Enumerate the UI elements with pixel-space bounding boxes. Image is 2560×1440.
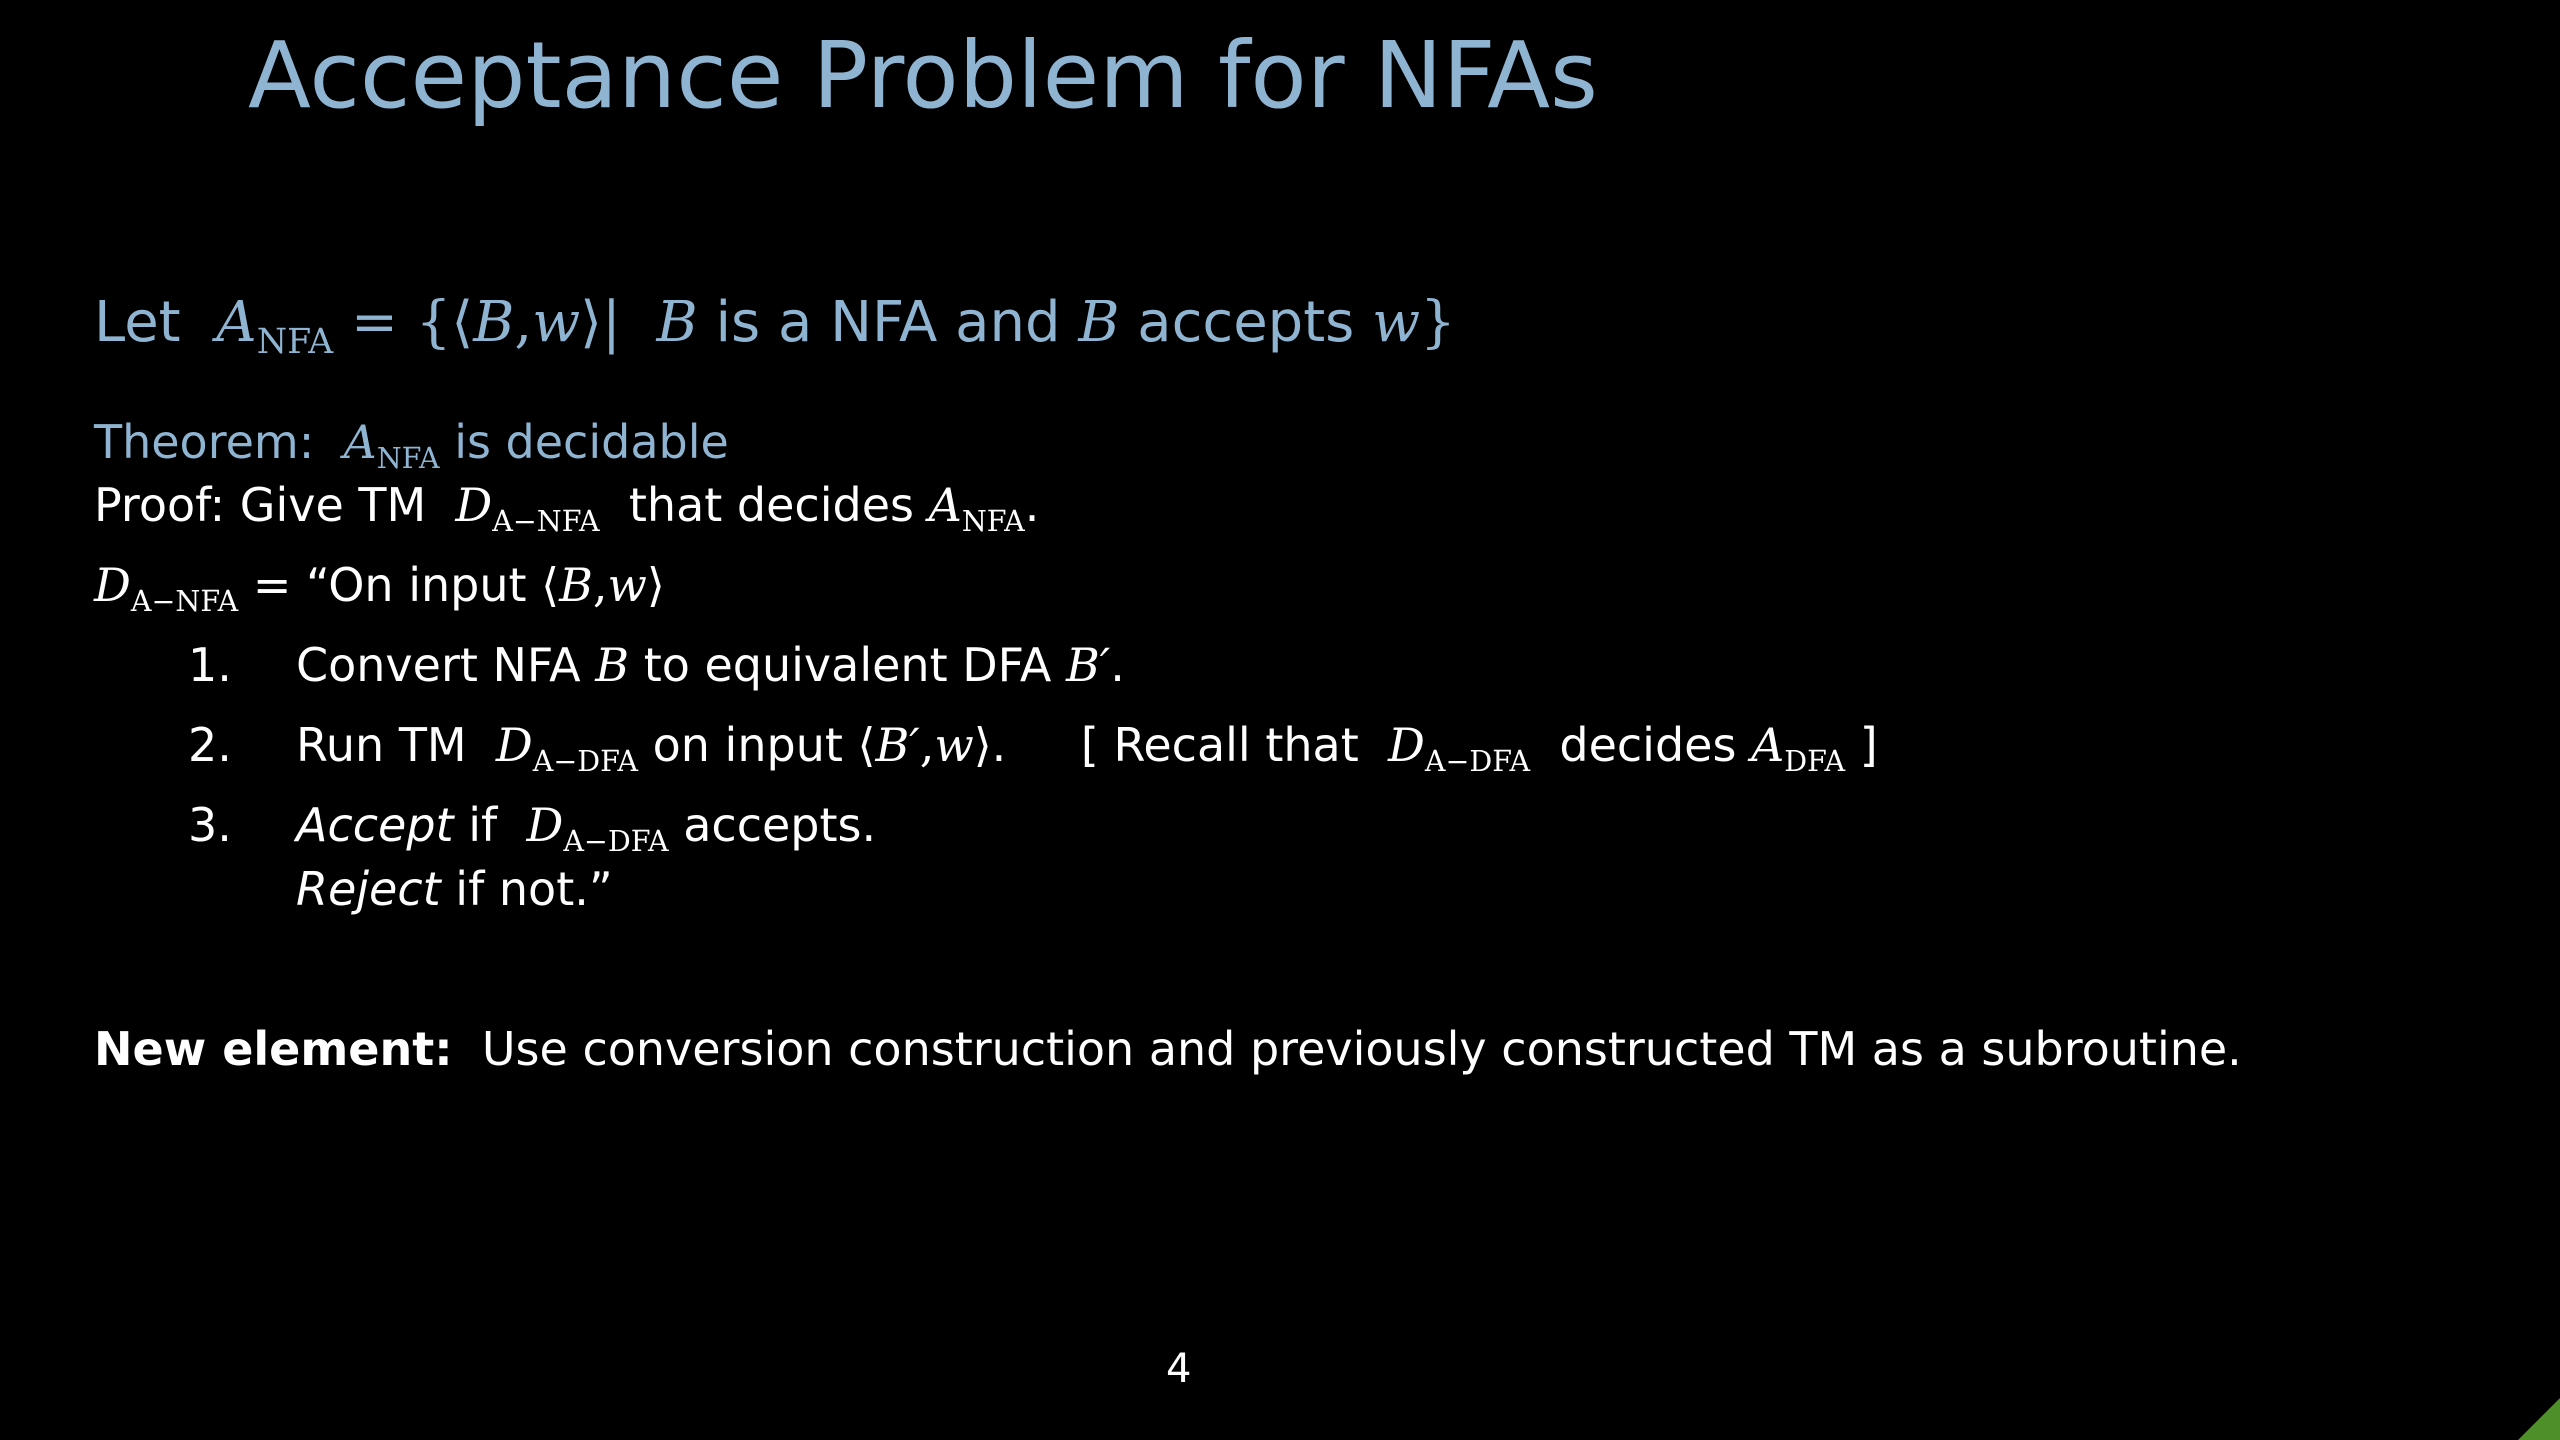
a-nfa-symbol: $A_{NFA}$ <box>928 478 1025 538</box>
slide-title: Acceptance Problem for NFAs <box>248 22 1598 129</box>
let-word: Let <box>94 290 181 355</box>
step-number: 2. <box>188 718 232 772</box>
theorem-label: Theorem: <box>94 415 315 469</box>
step-number: 1. <box>188 638 232 692</box>
proof-label: Proof: Give TM <box>94 478 427 532</box>
d-a-nfa-symbol: $D_{A-NFA}$ <box>94 558 239 618</box>
machine-definition-line: $D_{A-NFA}$ = “On input ⟨B,w⟩ <box>94 558 665 618</box>
page-number: 4 <box>1166 1346 1192 1392</box>
theorem-line: Theorem: $A_{NFA}$ is decidable <box>94 415 729 475</box>
set-open: = {⟨ <box>351 290 474 355</box>
a-dfa-symbol: $A_{DFA}$ <box>1751 718 1846 778</box>
let-definition: Let $A_{NFA}$ = {⟨B,w⟩| B is a NFA and B accepts w} <box>94 290 1456 363</box>
new-element-note: New element: Use conversion construction and previously constructed TM as a subroutine. <box>94 1022 2242 1076</box>
d-a-nfa-symbol: $D_{A-NFA}$ <box>455 478 600 538</box>
recall-note: [ Recall that $D_{A-DFA}$ decides $A_{DFA}$ ] <box>1080 718 1878 778</box>
d-a-dfa-symbol: $D_{A-DFA}$ <box>495 718 639 778</box>
d-a-dfa-symbol: $D_{A-DFA}$ <box>526 798 669 858</box>
a-nfa-symbol: $A_{NFA}$ <box>343 415 440 475</box>
step-1-text: Convert NFA B to equivalent DFA B′. <box>296 638 1125 692</box>
step-3-text: Accept if $D_{A-DFA}$ accepts. <box>296 798 877 858</box>
step-2-text: Run TM $D_{A-DFA}$ on input ⟨B′,w⟩. [ Recall that $D_{A-DFA}$ decides $A_{DFA}$ ] <box>296 718 1878 778</box>
step-3-reject-text: Reject if not.” <box>296 862 613 916</box>
corner-decoration <box>2518 1398 2560 1440</box>
new-element-label: New element: <box>94 1022 453 1076</box>
a-nfa-symbol: $A_{NFA}$ <box>216 290 334 363</box>
d-a-dfa-symbol: $D_{A-DFA}$ <box>1388 718 1531 778</box>
proof-line: Proof: Give TM $D_{A-NFA}$ that decides $A_{NFA}$. <box>94 478 1040 538</box>
nfa-clause: is a NFA and <box>715 290 1061 355</box>
step-number: 3. <box>188 798 232 852</box>
